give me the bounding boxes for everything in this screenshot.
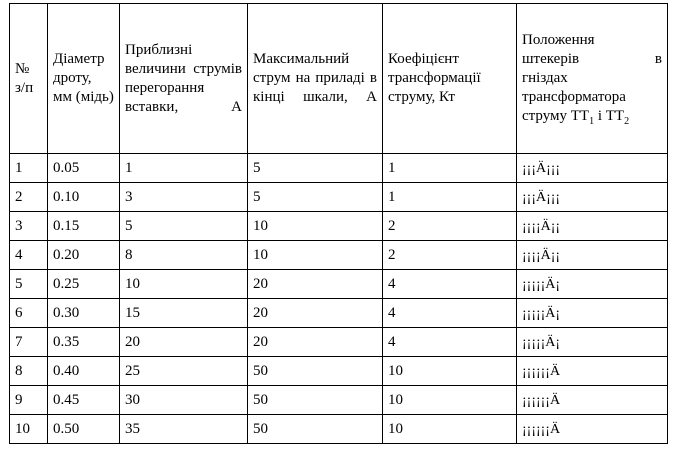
header-plug-line2 [522,50,662,69]
cell-fuse-current: 5 [120,212,248,241]
cell-diameter: 0.25 [48,270,120,299]
cell-diameter: 0.15 [48,212,120,241]
table-row [10,386,668,415]
cell-max-current: 20 [248,328,383,357]
table-body [10,154,668,444]
cell-fuse-current: 8 [120,241,248,270]
cell-max-current: 50 [248,415,383,444]
cell-fuse-current: 15 [120,299,248,328]
cell-plug-position: ¡¡¡¡Ä¡¡ [517,212,668,241]
cell-diameter: 0.05 [48,154,120,183]
table-header-row [10,4,668,154]
table-row [10,241,668,270]
cell-plug-position: ¡¡¡¡Ä¡¡ [517,241,668,270]
header-plug-line5-pre: струму ТТ [522,108,590,124]
cell-max-current: 20 [248,299,383,328]
cell-plug-position: ¡¡¡¡¡¡Ä [517,386,668,415]
cell-fuse-current: 30 [120,386,248,415]
table-row [10,357,668,386]
cell-coefficient: 10 [383,415,517,444]
cell-coefficient: 10 [383,357,517,386]
cell-plug-position: ¡¡¡¡¡¡Ä [517,357,668,386]
cell-plug-position: ¡¡¡¡¡Ä¡ [517,270,668,299]
cell-coefficient: 2 [383,212,517,241]
table-row [10,270,668,299]
cell-diameter: 0.20 [48,241,120,270]
cell-plug-position: ¡¡¡¡¡Ä¡ [517,299,668,328]
cell-fuse-current: 3 [120,183,248,212]
fuse-data-table [9,3,668,444]
table-row [10,212,668,241]
cell-max-current: 50 [248,386,383,415]
cell-coefficient: 2 [383,241,517,270]
cell-max-current: 20 [248,270,383,299]
header-plug-line5 [522,107,662,126]
cell-number: 4 [10,241,48,270]
cell-number: 10 [10,415,48,444]
cell-fuse-current: 1 [120,154,248,183]
table-row [10,415,668,444]
header-plug-line3: гніздах [522,70,568,86]
cell-diameter: 0.50 [48,415,120,444]
cell-fuse-current: 10 [120,270,248,299]
cell-diameter: 0.30 [48,299,120,328]
cell-fuse-current: 25 [120,357,248,386]
cell-max-current: 5 [248,183,383,212]
cell-number: 6 [10,299,48,328]
cell-number: 7 [10,328,48,357]
cell-number: 1 [10,154,48,183]
cell-fuse-current: 35 [120,415,248,444]
header-plug-position [517,4,668,154]
header-plug-sub1: 1 [589,116,595,127]
cell-diameter: 0.40 [48,357,120,386]
cell-plug-position: ¡¡¡¡¡¡Ä [517,415,668,444]
cell-number: 3 [10,212,48,241]
header-plug-line2a: штекерів [522,51,580,67]
header-plug-line2b: в [654,51,662,67]
header-number: № з/п [10,4,48,154]
cell-plug-position: ¡¡¡¡¡Ä¡ [517,328,668,357]
cell-coefficient: 4 [383,270,517,299]
cell-max-current: 10 [248,212,383,241]
header-max-current: Максимальний струм на приладі в кінці шкали, А [248,4,383,154]
header-diameter: Діаметр дроту, мм (мідь) [48,4,120,154]
cell-max-current: 5 [248,154,383,183]
cell-diameter: 0.10 [48,183,120,212]
header-transform-coefficient: Коефіцієнт трансформації струму, Кт [383,4,517,154]
cell-coefficient: 10 [383,386,517,415]
cell-plug-position: ¡¡¡Ä¡¡¡ [517,154,668,183]
table-row [10,328,668,357]
cell-number: 2 [10,183,48,212]
cell-diameter: 0.35 [48,328,120,357]
header-plug-line4: трансформатора [522,89,626,105]
header-plug-line5-mid: і ТТ [594,108,625,124]
cell-coefficient: 1 [383,154,517,183]
table-row [10,299,668,328]
header-plug-line1: Положення [522,32,595,48]
table-row [10,154,668,183]
cell-number: 8 [10,357,48,386]
cell-max-current: 10 [248,241,383,270]
cell-plug-position: ¡¡¡Ä¡¡¡ [517,183,668,212]
cell-number: 5 [10,270,48,299]
cell-coefficient: 4 [383,328,517,357]
cell-coefficient: 4 [383,299,517,328]
table-row [10,183,668,212]
cell-number: 9 [10,386,48,415]
cell-diameter: 0.45 [48,386,120,415]
header-plug-sub2: 2 [624,116,630,127]
cell-coefficient: 1 [383,183,517,212]
header-fuse-current: Приблизні величини струмів перегорання вставки, А [120,4,248,154]
cell-max-current: 50 [248,357,383,386]
cell-fuse-current: 20 [120,328,248,357]
